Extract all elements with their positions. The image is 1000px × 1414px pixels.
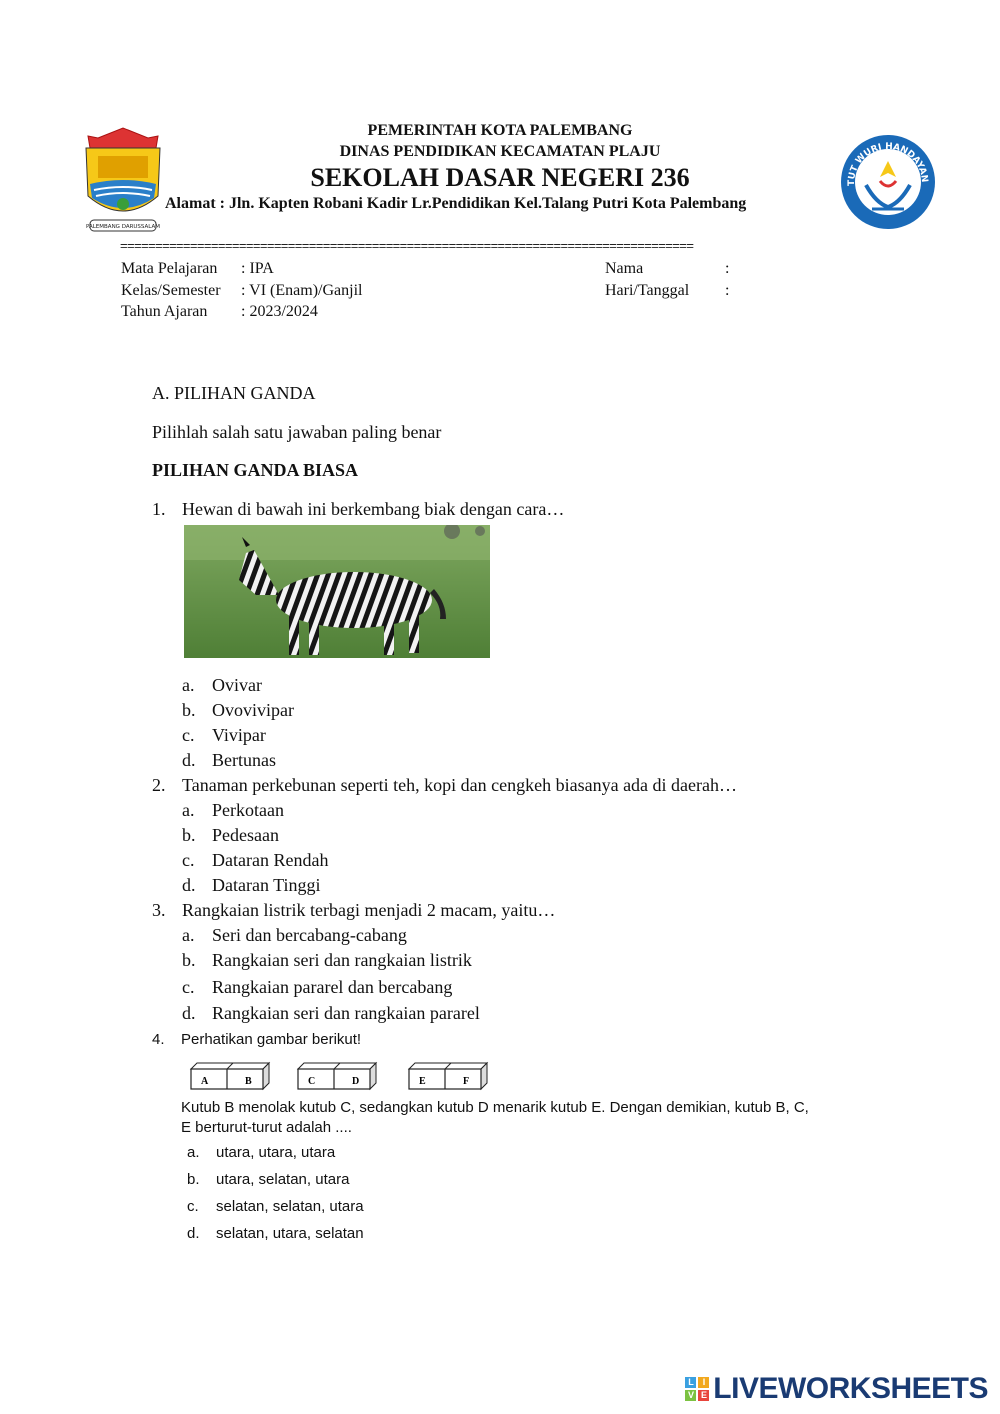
q4-option-d-letter: d. bbox=[187, 1225, 200, 1242]
q2-option-d[interactable]: Dataran Tinggi bbox=[212, 875, 321, 895]
header-school-name: SEKOLAH DASAR NEGERI 236 bbox=[310, 163, 690, 192]
svg-text:C: C bbox=[308, 1076, 316, 1087]
question-4-description-line-1: Kutub B menolak kutub C, sedangkan kutub D menarik kutub E. Dengan demikian, kutub B, C, bbox=[181, 1099, 809, 1116]
section-instruction: Pilihlah salah satu jawaban paling benar bbox=[152, 422, 442, 442]
q2-option-a-letter: a. bbox=[182, 800, 195, 820]
q2-option-b[interactable]: Pedesaan bbox=[212, 825, 279, 845]
q1-option-b[interactable]: Ovovivipar bbox=[212, 700, 294, 720]
name-value: : bbox=[725, 260, 730, 277]
liveworksheets-watermark bbox=[685, 1372, 988, 1406]
header-government: PEMERINTAH KOTA PALEMBANG bbox=[367, 122, 633, 139]
subject-label: Mata Pelajaran bbox=[121, 260, 218, 277]
q2-option-c[interactable]: Dataran Rendah bbox=[212, 850, 329, 870]
magnet-cd bbox=[296, 1061, 378, 1089]
info-subject bbox=[121, 260, 274, 278]
q1-option-a[interactable]: Ovivar bbox=[212, 675, 262, 695]
q3-option-c-letter: c. bbox=[182, 977, 195, 997]
q4-option-a-letter: a. bbox=[187, 1144, 200, 1161]
question-4-description-line-2: E berturut-turut adalah .... bbox=[181, 1119, 352, 1136]
q3-option-d[interactable]: Rangkaian seri dan rangkaian pararel bbox=[212, 1003, 480, 1023]
magnet-ab bbox=[189, 1061, 271, 1089]
q4-option-c[interactable]: selatan, selatan, utara bbox=[216, 1198, 364, 1215]
info-name bbox=[605, 260, 729, 278]
q1-option-b-letter: b. bbox=[182, 700, 196, 720]
question-2-number: 2. bbox=[152, 775, 166, 795]
question-3-text: Rangkaian listrik terbagi menjadi 2 macam, yaitu… bbox=[182, 900, 556, 920]
q1-option-c-letter: c. bbox=[182, 725, 195, 745]
section-subtitle: PILIHAN GANDA BIASA bbox=[152, 460, 359, 480]
date-label: Hari/Tanggal bbox=[605, 282, 690, 299]
year-value: : 2023/2024 bbox=[241, 303, 318, 320]
q1-option-c[interactable]: Vivipar bbox=[212, 725, 266, 745]
q1-option-d[interactable]: Bertunas bbox=[212, 750, 276, 770]
question-3-number: 3. bbox=[152, 900, 166, 920]
zebra-image bbox=[184, 525, 490, 658]
liveworksheets-text: LIVEWORKSHEETS bbox=[713, 1372, 988, 1405]
question-4-text: Perhatikan gambar berikut! bbox=[181, 1031, 362, 1048]
q4-option-b-letter: b. bbox=[187, 1171, 200, 1188]
q3-option-d-letter: d. bbox=[182, 1003, 196, 1023]
q2-option-a[interactable]: Perkotaan bbox=[212, 800, 284, 820]
question-1-text: Hewan di bawah ini berkembang biak dengan cara… bbox=[182, 499, 565, 519]
q2-option-b-letter: b. bbox=[182, 825, 196, 845]
liveworksheets-icon: L I V E bbox=[685, 1377, 709, 1401]
q3-option-a[interactable]: Seri dan bercabang-cabang bbox=[212, 925, 407, 945]
svg-text:E: E bbox=[419, 1076, 426, 1087]
header-separator: ================================================================================== bbox=[120, 238, 694, 253]
svg-text:B: B bbox=[245, 1076, 252, 1087]
svg-text:TUT WURI HANDAYANI: TUT WURI HANDAYAN bbox=[846, 141, 930, 186]
q4-option-c-letter: c. bbox=[187, 1198, 199, 1215]
q4-option-b[interactable]: utara, selatan, utara bbox=[216, 1171, 350, 1188]
date-value: : bbox=[725, 282, 730, 299]
svg-text:D: D bbox=[352, 1076, 360, 1087]
q3-option-a-letter: a. bbox=[182, 925, 195, 945]
question-1-number: 1. bbox=[152, 499, 166, 519]
q3-option-b[interactable]: Rangkaian seri dan rangkaian listrik bbox=[212, 950, 472, 970]
info-date bbox=[605, 282, 729, 300]
header-address: Alamat : Jln. Kapten Robani Kadir Lr.Pendidikan Kel.Talang Putri Kota Palembang bbox=[165, 195, 747, 212]
question-2-text: Tanaman perkebunan seperti teh, kopi dan cengkeh biasanya ada di daerah… bbox=[182, 775, 738, 795]
name-label: Nama bbox=[605, 260, 644, 277]
q4-option-a[interactable]: utara, utara, utara bbox=[216, 1144, 336, 1161]
header-department: DINAS PENDIDIKAN KECAMATAN PLAJU bbox=[339, 143, 661, 160]
q2-option-d-letter: d. bbox=[182, 875, 196, 895]
q1-option-a-letter: a. bbox=[182, 675, 195, 695]
svg-text:A: A bbox=[201, 1076, 209, 1087]
svg-text:F: F bbox=[463, 1076, 470, 1087]
info-class bbox=[121, 282, 362, 300]
class-label: Kelas/Semester bbox=[121, 282, 221, 299]
section-title: A. PILIHAN GANDA bbox=[152, 383, 316, 403]
q2-option-c-letter: c. bbox=[182, 850, 195, 870]
q3-option-c[interactable]: Rangkaian pararel dan bercabang bbox=[212, 977, 453, 997]
year-label: Tahun Ajaran bbox=[121, 303, 208, 320]
info-year bbox=[121, 303, 318, 321]
svg-text:PALEMBANG DARUSSALAM: PALEMBANG DARUSSALAM bbox=[86, 224, 160, 230]
subject-value: : IPA bbox=[241, 260, 274, 277]
q1-option-d-letter: d. bbox=[182, 750, 196, 770]
q4-option-d[interactable]: selatan, utara, selatan bbox=[216, 1225, 364, 1242]
magnet-ef bbox=[407, 1061, 489, 1089]
q3-option-b-letter: b. bbox=[182, 950, 196, 970]
question-4-number: 4. bbox=[152, 1031, 165, 1048]
class-value: : VI (Enam)/Ganjil bbox=[241, 282, 363, 299]
